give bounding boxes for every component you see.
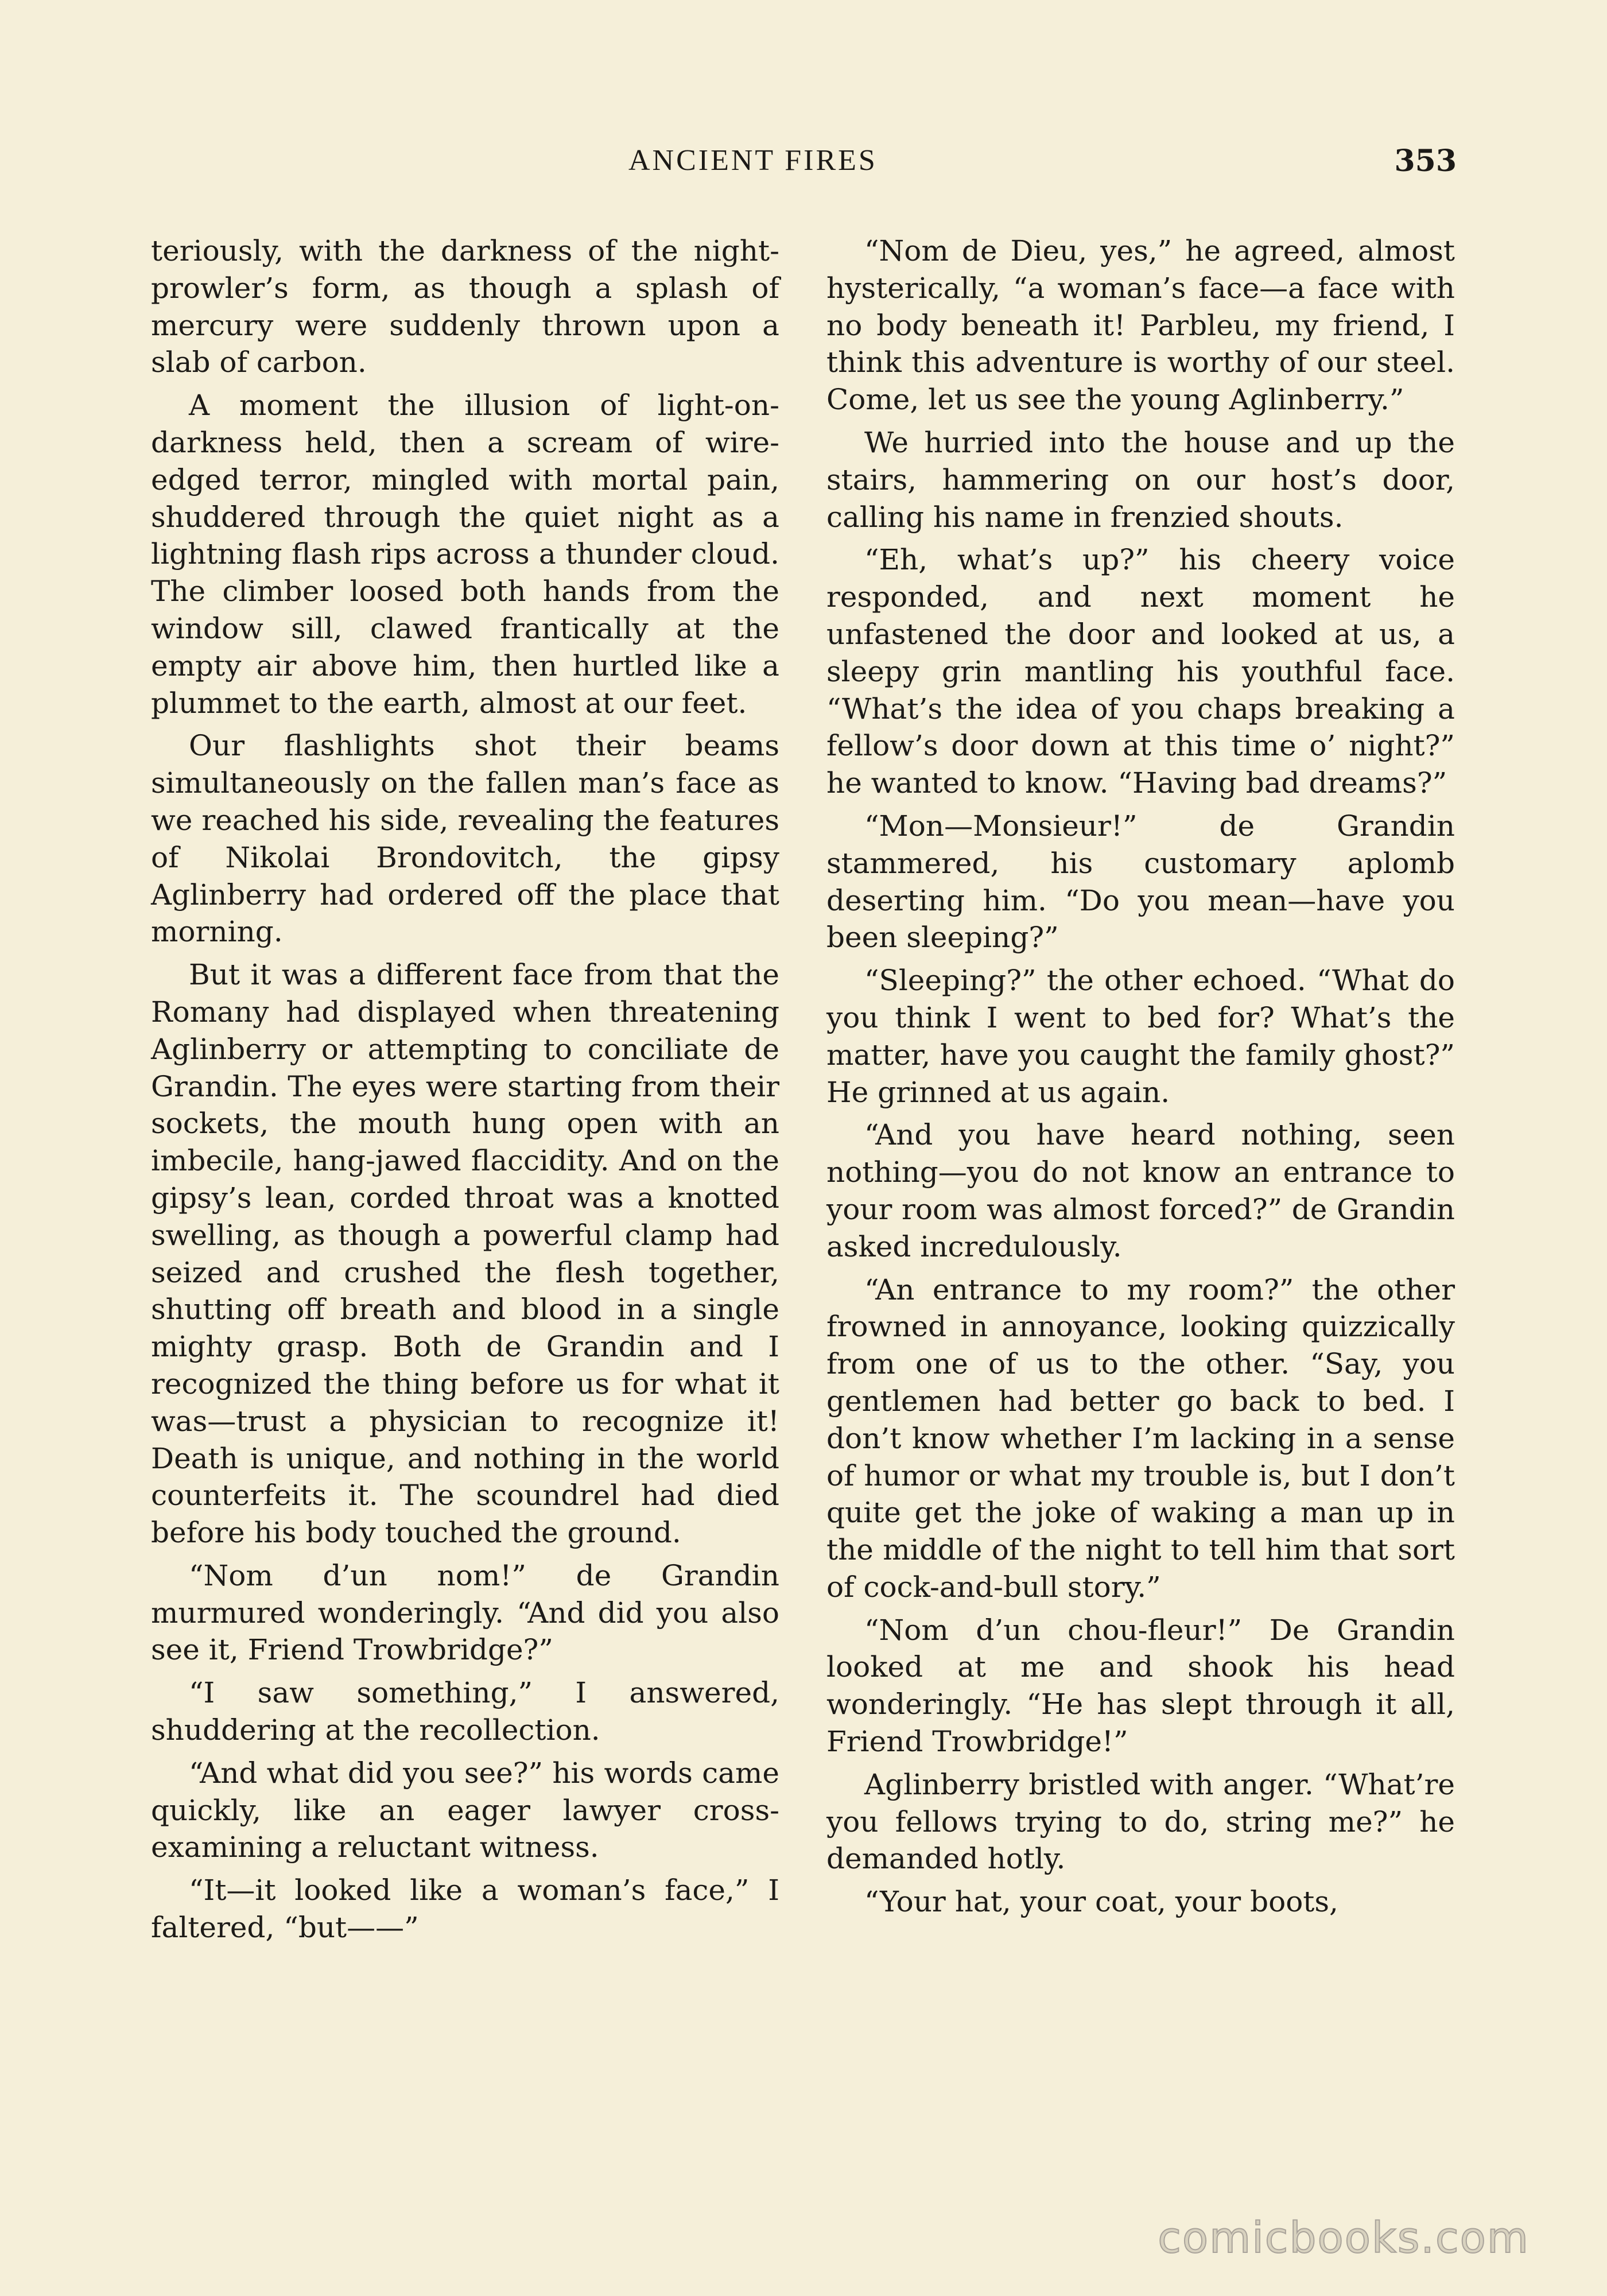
paragraph: “Nom de Dieu, yes,” he agreed, almost hysterically, “a woman’s face—a face with no body beneath it! Parbleu, my friend, I think this adventure is worthy of our steel. Come, let us see the young Aglinberry.” — [826, 234, 1455, 417]
paragraph: “Your hat, your coat, your boots, — [864, 1885, 1338, 1919]
paragraph: “Mon—Monsieur!” de Grandin stammered, his customary aplomb deserting him. “Do you mean—have you been sleeping?” — [826, 809, 1455, 955]
paragraph: “An entrance to my room?” the other frowned in annoyance, looking quizzically from one of us to the other. “Say, you gentlemen had better go back to bed. I don’t know whether I’m lacking in a sense of humor or what my trouble is, but I don’t quite get the joke of waking a man up in the middle of the night to tell him that sort of cock-and-bull story.” — [826, 1273, 1455, 1604]
paragraph: “And what did you see?” his words came quickly, like an eager lawyer cross-examining a reluctant witness. — [151, 1756, 779, 1864]
right-text-column — [826, 232, 1455, 1926]
watermark: comicbooks.com — [1158, 2213, 1530, 2263]
running-title: ANCIENT FIRES — [628, 144, 878, 177]
paragraph: A moment the illusion of light-on-darkness held, then a scream of wire-edged terror, mingled with mortal pain, shuddered through the quiet night as a lightning flash rips across a thunder cloud. The climber loosed both hands from the window sill, clawed frantically at the empty air above him, then hurtled like a plummet to the earth, almost at our feet. — [151, 389, 779, 720]
paragraph: Aglinberry bristled with anger. “What’re you fellows trying to do, string me?” he demanded hotly. — [826, 1767, 1455, 1876]
paragraph: But it was a different face from that the Romany had displayed when threatening Aglinberry or attempting to conciliate de Grandin. The eyes were starting from their sockets, the mouth hung open with an imbecile, hang-jawed flaccidity. And on the gipsy’s lean, corded throat was a knotted swelling, as though a powerful clamp had seized and crushed the flesh together, shutting off breath and blood in a single mighty grasp. Both de Grandin and I recognized the thing before us for what it was—trust a physician to recognize it! Death is unique, and nothing in the world counterfeits it. The scoundrel had died before his body touched the ground. — [151, 958, 779, 1550]
paragraph: “Nom d’un chou-fleur!” De Grandin looked at me and shook his head wonderingly. “He has slept through it all, Friend Trowbridge!” — [826, 1613, 1455, 1759]
paragraph: Our flashlights shot their beams simultaneously on the fallen man’s face as we reached his side, revealing the features of Nikolai Brondovitch, the gipsy Aglinberry had ordered off the place that morning. — [151, 729, 779, 949]
paragraph: “Sleeping?” the other echoed. “What do you think I went to bed for? What’s the matter, have you caught the family ghost?” He grinned at us again. — [826, 964, 1455, 1109]
paragraph: We hurried into the house and up the stairs, hammering on our host’s door, calling his name in frenzied shouts. — [826, 425, 1455, 534]
paragraph: “It—it looked like a woman’s face,” I faltered, “but——” — [151, 1874, 779, 1945]
paragraph: “And you have heard nothing, seen nothing—you do not know an entrance to your room was almost forced?” de Grandin asked incredulously. — [826, 1118, 1455, 1263]
paragraph: “Nom d’un nom!” de Grandin murmured wonderingly. “And did you also see it, Friend Trowbridge?” — [151, 1558, 779, 1667]
page-number: 353 — [1394, 144, 1457, 179]
paragraph: “Eh, what’s up?” his cheery voice responded, and next moment he unfastened the door and looked at us, a sleepy grin mantling his youthful face. “What’s the idea of you chaps breaking a fellow’s door down at this time o’ night?” he wanted to know. “Having bad dreams?” — [826, 543, 1455, 800]
paragraph: “I saw something,” I answered, shuddering at the recollection. — [151, 1676, 779, 1747]
paragraph: teriously, with the darkness of the night-prowler’s form, as though a splash of mercury were suddenly thrown upon a slab of carbon. — [151, 234, 779, 379]
left-text-column — [151, 232, 779, 1952]
